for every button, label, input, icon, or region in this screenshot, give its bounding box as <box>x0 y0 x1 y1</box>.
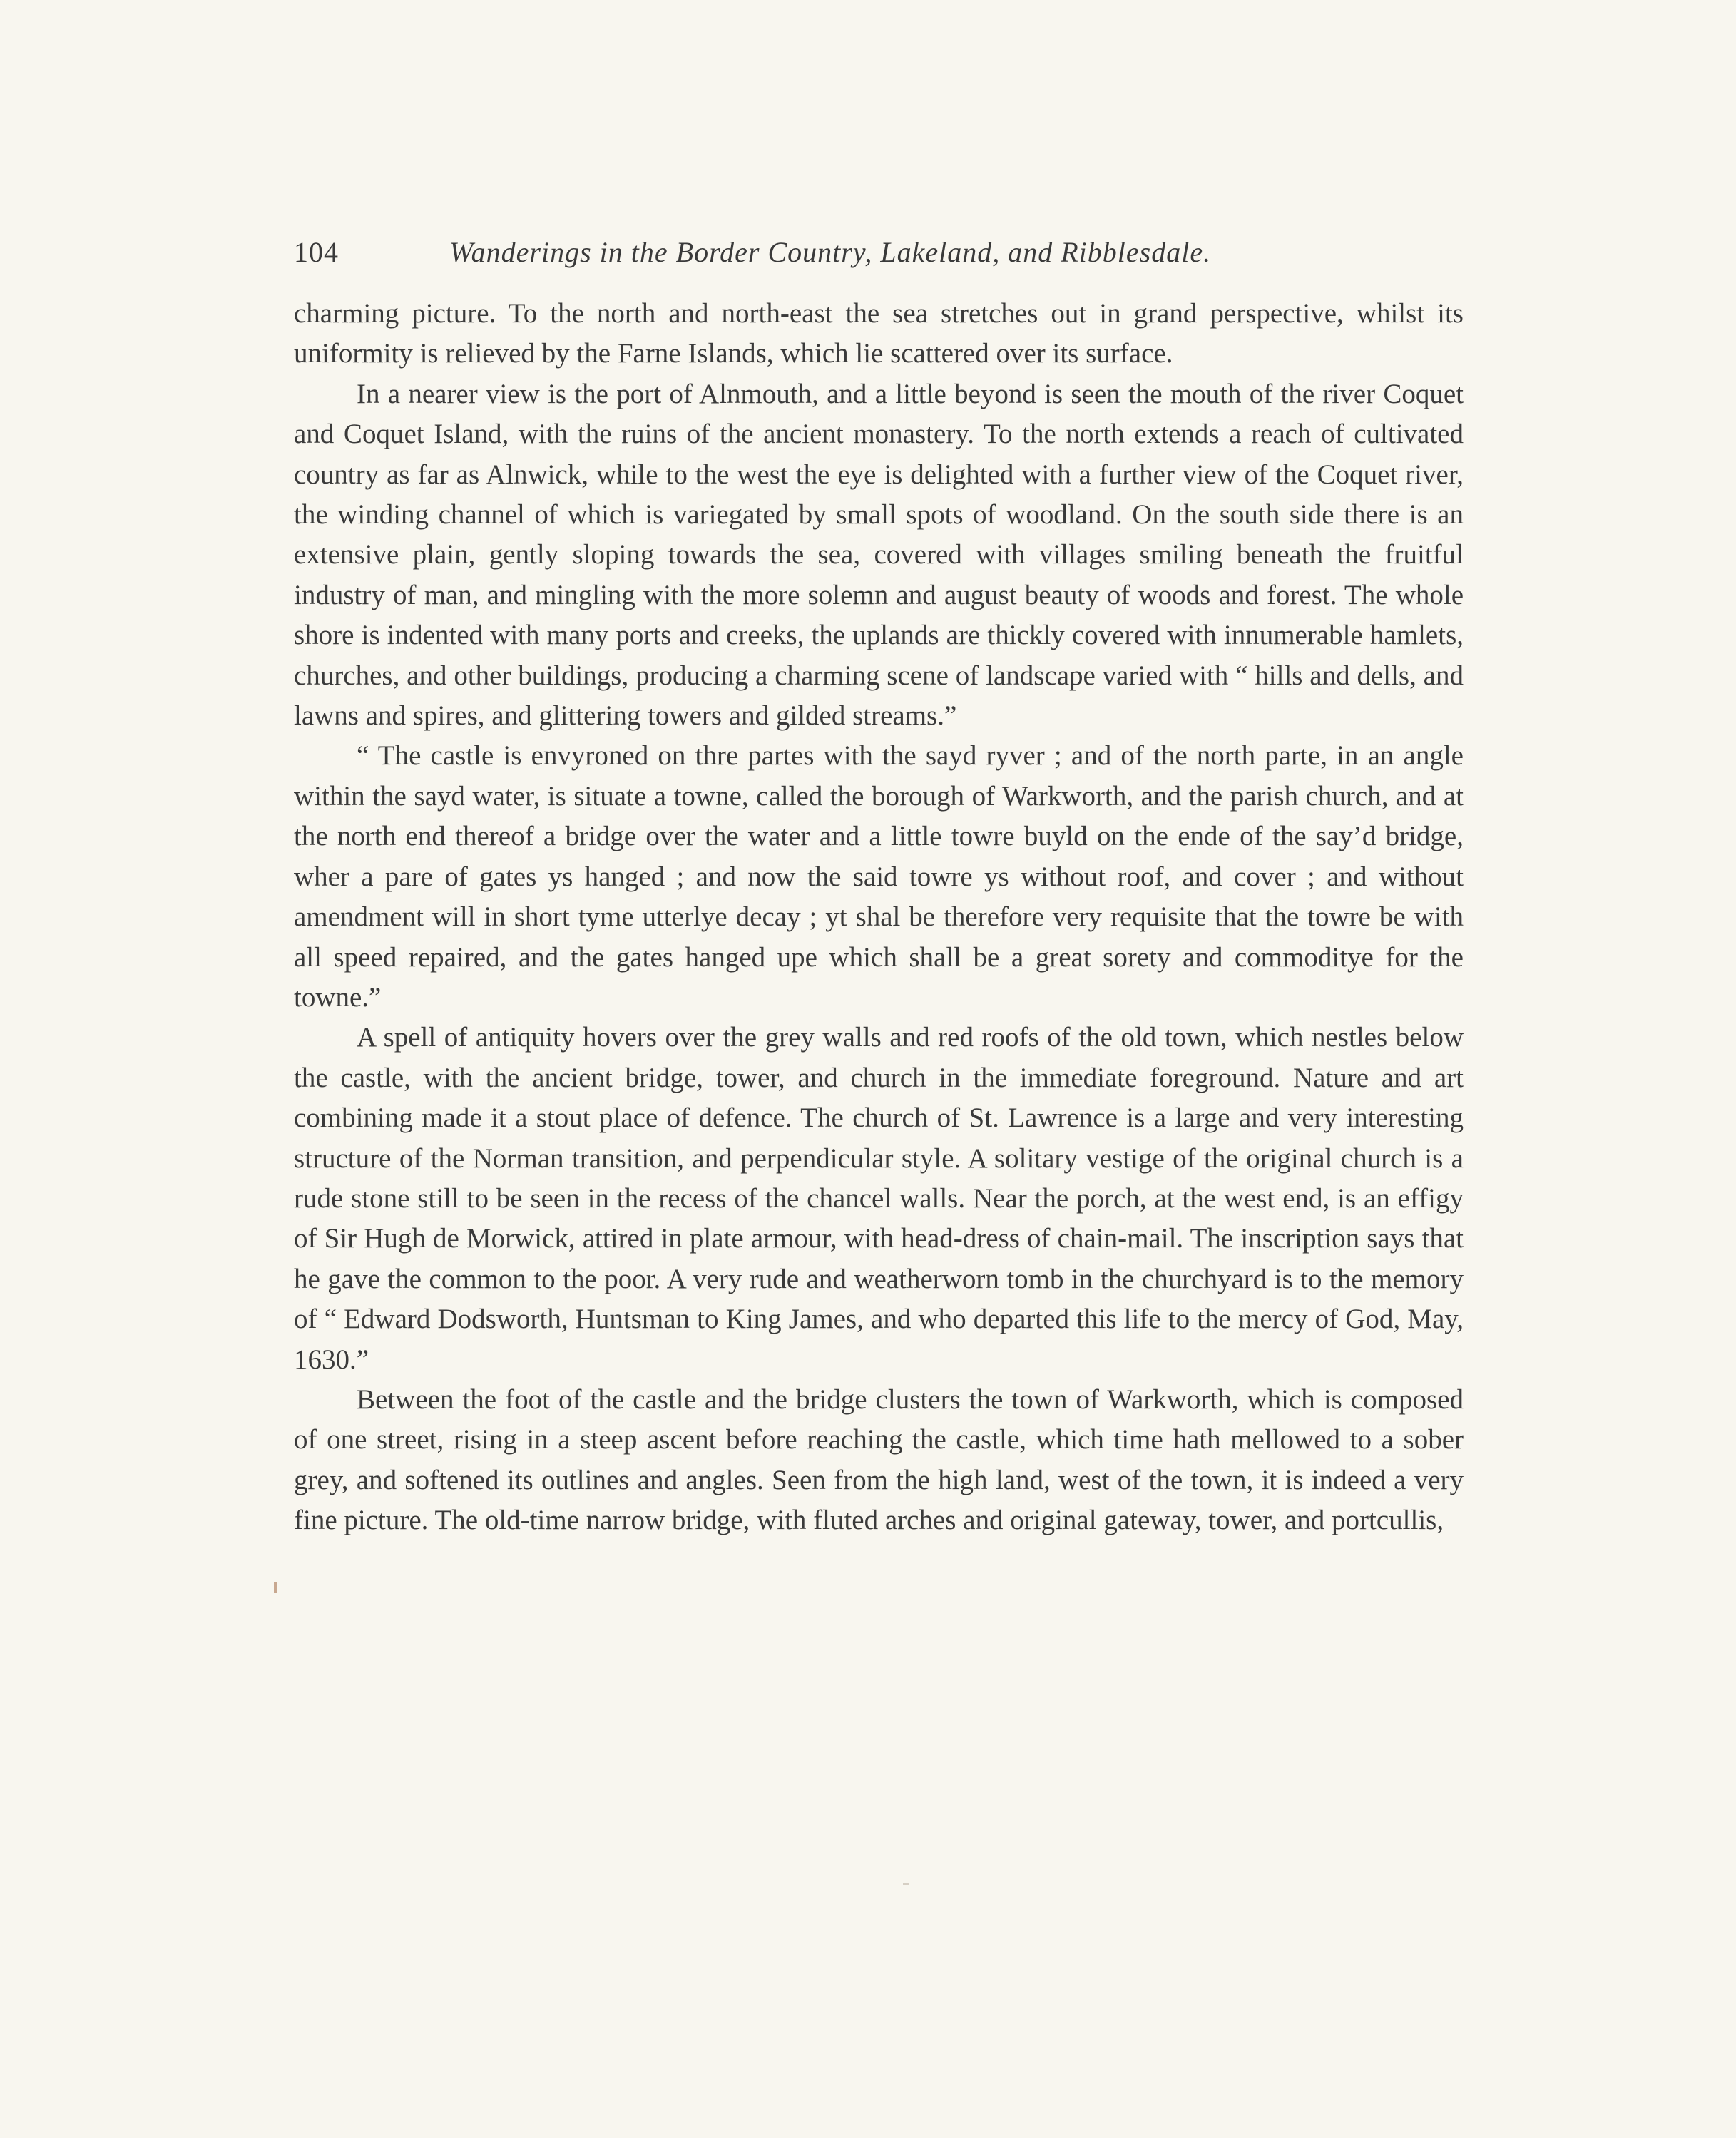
paragraph-1: charming picture. To the north and north-east the sea stretches out in grand perspective, whilst its uniformity is relieved by the Farne Islands, which lie scattered over its surface. <box>294 298 1464 369</box>
paragraph-4: A spell of antiquity hovers over the grey walls and red roofs of the old town, which nestles below the castle, with the ancient bridge, tower, and church in the immediate foreground. Nature and art combining made it a stout place of defence. The church of St. Lawrence is a large and very interesting structure of the Norman transition, and perpendicular style. A solitary vestige of the original church is a rude stone still to be seen in the recess of the chancel walls. Near the porch, at the west end, is an effigy of Sir Hugh de Morwick, attired in plate armour, with head-dress of chain-mail. The inscription says that he gave the common to the poor. A very rude and weatherworn tomb in the churchyard is to the memory of “ Edward Dodsworth, Huntsman to King James, and who departed this life to the mercy of God, May, 1630.” <box>294 1022 1464 1375</box>
running-title: Wanderings in the Border Country, Lakeland, and Ribblesdale. <box>449 236 1212 268</box>
footer-mark <box>903 1883 909 1885</box>
paragraph-5: Between the foot of the castle and the bridge clusters the town of Warkworth, which is composed of one street, rising in a steep ascent before reaching the castle, which time hath mellowed to a sober grey, and softened its outlines and angles. Seen from the high land, west of the town, it is indeed a very fine picture. The old-time narrow bridge, with fluted arches and original gateway, tower, and portcullis, <box>294 1383 1464 1536</box>
paragraph-2: In a nearer view is the port of Alnmouth, and a little beyond is seen the mouth of the river Coquet and Coquet Island, with the ruins of the ancient monastery. To the north extends a reach of cultivated country as far as Alnwick, while to the west the eye is delighted with a further view of the Coquet river, the winding channel of which is variegated by small spots of woodland. On the south side there is an extensive plain, gently sloping towards the sea, covered with villages smiling beneath the fruitful industry of man, and mingling with the more solemn and august beauty of woods and forest. The whole shore is indented with many ports and creeks, the uplands are thickly covered with innumerable hamlets, churches, and other buildings, producing a charming scene of landscape varied with “ hills and dells, and lawns and spires, and glittering towers and gilded streams.” <box>294 378 1464 732</box>
margin-ink-speck <box>274 1582 277 1593</box>
paragraph-3: “ The castle is envyroned on thre partes with the sayd ryver ; and of the north parte, in an angle within the sayd water, is situate a towne, called the borough of Warkworth, and the parish church, and at the north end thereof a bridge over the water and a little towre buyld on the ende of the say’d bridge, wher a pare of gates ys hanged ; and now the said towre ys without roof, and cover ; and without amendment will in short tyme utterlye decay ; yt shal be therefore very requisite that the towre be with all speed repaired, and the gates hanged upe which shall be a great sorety and commoditye for the towne.” <box>294 740 1464 1013</box>
page-number: 104 <box>294 236 339 268</box>
body-text <box>294 294 1464 1541</box>
page-header <box>294 232 1464 272</box>
